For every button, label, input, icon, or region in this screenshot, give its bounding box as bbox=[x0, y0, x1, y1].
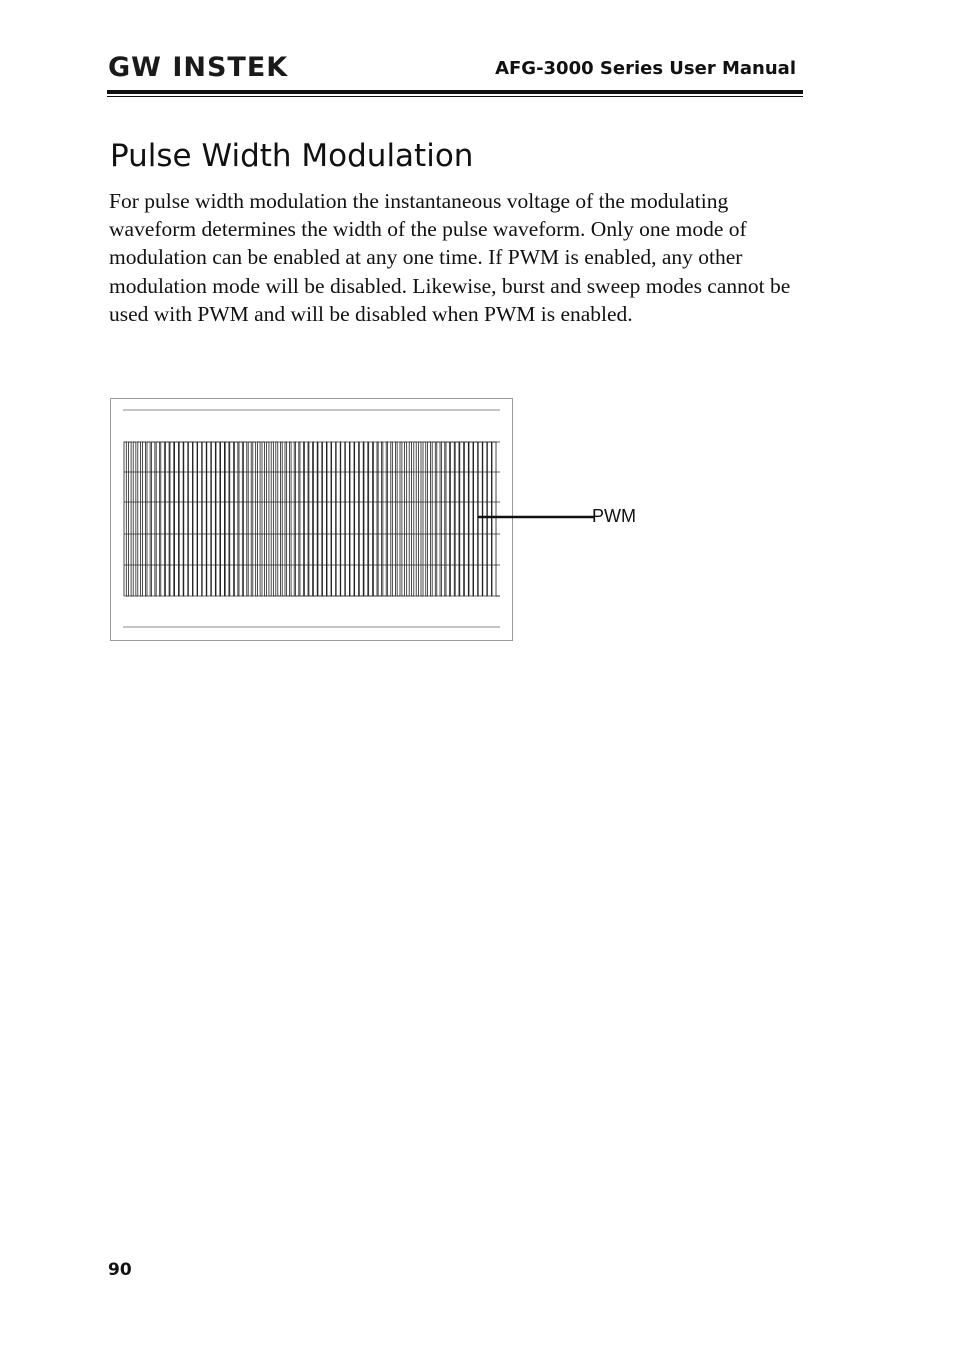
header-rule-thin bbox=[107, 96, 803, 97]
pwm-waveform-figure bbox=[110, 398, 514, 642]
header-rule-thick bbox=[107, 90, 803, 94]
callout-line bbox=[478, 514, 596, 520]
figure-frame bbox=[111, 399, 513, 641]
gw-instek-logo: GW INSTEK bbox=[108, 52, 289, 83]
page-number: 90 bbox=[108, 1260, 132, 1280]
body-paragraph: For pulse width modulation the instantaneous voltage of the modulating waveform determines the width of the pulse waveform. Only one mode of modulation can be enabled at any one time. If PWM is enabled, any other modulation mode will be disabled. Likewise, burst and sweep modes cannot be used with PWM and will be disabled when PWM is enabled. bbox=[109, 189, 791, 326]
manual-title: AFG-3000 Series User Manual bbox=[495, 58, 796, 79]
pwm-callout-label: PWM bbox=[592, 506, 636, 526]
section-heading: Pulse Width Modulation bbox=[110, 138, 474, 174]
